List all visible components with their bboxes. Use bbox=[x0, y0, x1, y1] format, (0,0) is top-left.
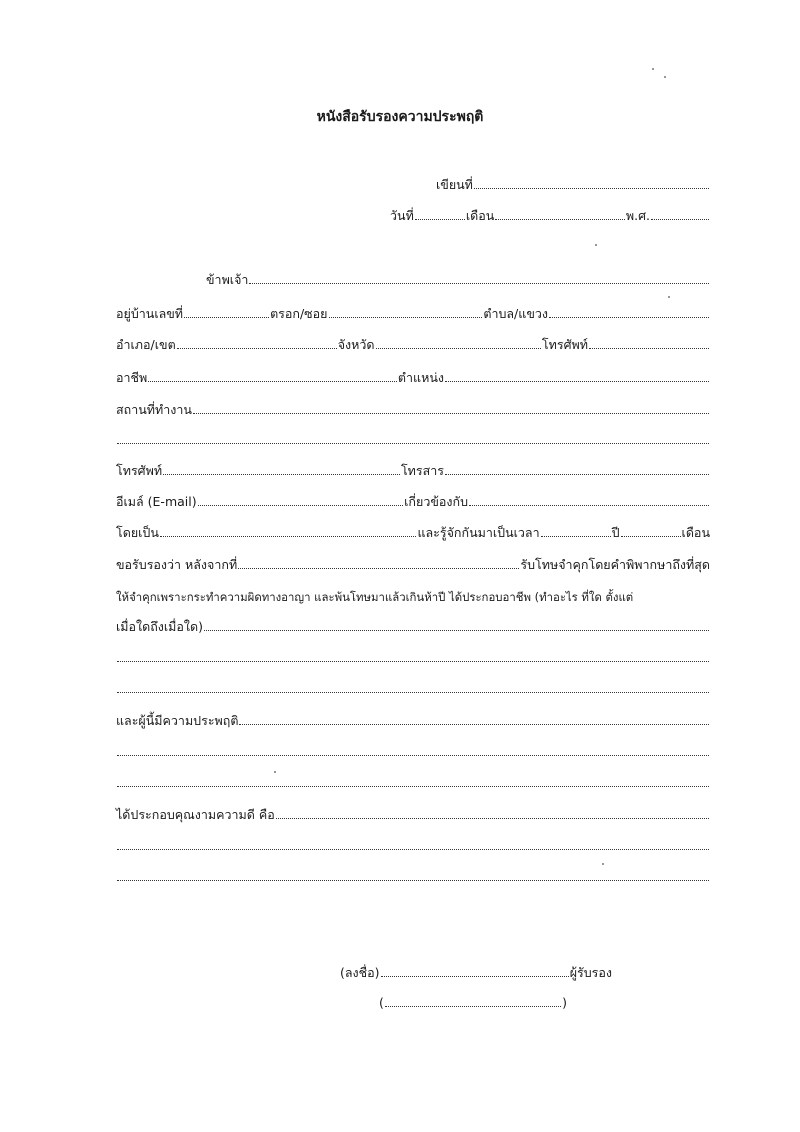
fax-blank[interactable] bbox=[445, 473, 709, 475]
province-blank[interactable] bbox=[376, 347, 541, 349]
certify-blank[interactable] bbox=[238, 567, 519, 569]
name-line bbox=[206, 268, 710, 288]
certify-text: ให้จำคุกเพราะกระทำความผิดทางอาญา และพ้นโทษมาแล้วเกินห้าปี ได้ประกอบอาชีพ (ทำอะไร ที่ใด ตั้งแต่ bbox=[116, 590, 634, 604]
years-blank[interactable] bbox=[541, 535, 611, 537]
address-line-1 bbox=[116, 302, 710, 322]
workplace-blank-2[interactable] bbox=[117, 442, 709, 444]
year-blank[interactable] bbox=[651, 218, 709, 220]
certify-line-2 bbox=[116, 585, 710, 605]
certify-text-end: เมื่อใดถึงเมื่อใด) bbox=[116, 619, 204, 634]
alley-blank[interactable] bbox=[329, 316, 483, 318]
workplace-blank[interactable] bbox=[193, 412, 709, 414]
career-line-2 bbox=[116, 646, 710, 666]
occupation-label: อาชีพ bbox=[116, 370, 148, 385]
phone-blank[interactable] bbox=[589, 347, 709, 349]
signature-blank[interactable] bbox=[381, 975, 569, 977]
month-blank[interactable] bbox=[495, 218, 625, 220]
certify-line-1 bbox=[116, 553, 710, 573]
workplace-label: สถานที่ทำงาน bbox=[116, 402, 192, 417]
good-deeds-label: ได้ประกอบคุณงามความดี คือ bbox=[116, 807, 275, 822]
phone-fax-line bbox=[116, 459, 710, 479]
address-line-2 bbox=[116, 333, 710, 353]
as-blank[interactable] bbox=[160, 535, 417, 537]
printed-name-blank[interactable] bbox=[385, 1005, 561, 1007]
position-blank[interactable] bbox=[445, 380, 709, 382]
relation-line bbox=[116, 521, 710, 541]
open-paren: ( bbox=[379, 995, 384, 1010]
months-label: เดือน bbox=[681, 525, 710, 540]
email-line bbox=[116, 490, 710, 510]
certify-line-3 bbox=[116, 615, 710, 635]
behavior-line-2 bbox=[116, 740, 710, 760]
email-label: อีเมล์ (E-mail) bbox=[116, 494, 197, 509]
month-label: เดือน bbox=[465, 208, 495, 223]
good-deeds-blank-2[interactable] bbox=[117, 848, 709, 850]
subdistrict-label: ตำบล/แขวง bbox=[483, 306, 548, 321]
scan-speck bbox=[652, 68, 654, 70]
months-blank[interactable] bbox=[621, 535, 681, 537]
written-at-line bbox=[436, 173, 710, 193]
district-blank[interactable] bbox=[177, 347, 337, 349]
scan-speck bbox=[274, 771, 276, 773]
good-deeds-line-2 bbox=[116, 834, 710, 854]
behavior-line bbox=[116, 709, 710, 729]
name-blank[interactable] bbox=[249, 282, 709, 284]
document-title: หนังสือรับรองความประพฤติ bbox=[316, 109, 484, 125]
workplace-line-2 bbox=[116, 428, 710, 448]
scan-speck bbox=[602, 863, 604, 865]
alley-label: ตรอก/ซอย bbox=[270, 306, 328, 321]
scan-speck bbox=[668, 296, 670, 298]
years-label: ปี bbox=[611, 525, 620, 540]
related-label: เกี่ยวข้องกับ bbox=[404, 494, 468, 509]
certify-intro: ขอรับรองว่า หลังจากที่ bbox=[116, 557, 238, 572]
province-label: จังหวัด bbox=[337, 337, 375, 352]
year-label: พ.ศ. bbox=[625, 208, 650, 223]
behavior-label: และผู้นี้มีความประพฤติ bbox=[116, 713, 239, 728]
workplace-line bbox=[116, 398, 710, 418]
district-label: อำเภอ/เขต bbox=[116, 337, 176, 352]
behavior-line-3 bbox=[116, 771, 710, 791]
date-blank[interactable] bbox=[415, 218, 465, 220]
position-label: ตำแหน่ง bbox=[397, 370, 444, 385]
written-at-blank[interactable] bbox=[474, 187, 709, 189]
sign-label: (ลงชื่อ) bbox=[340, 965, 380, 980]
date-line bbox=[390, 204, 710, 224]
occupation-line bbox=[116, 366, 710, 386]
career-line-3 bbox=[116, 677, 710, 697]
house-no-blank[interactable] bbox=[184, 316, 269, 318]
as-label: โดยเป็น bbox=[116, 525, 159, 540]
scan-speck bbox=[664, 76, 666, 78]
career-blank[interactable] bbox=[204, 629, 709, 631]
good-deeds-blank-3[interactable] bbox=[117, 879, 709, 881]
behavior-blank[interactable] bbox=[239, 723, 709, 725]
occupation-blank[interactable] bbox=[148, 380, 397, 382]
career-blank-2[interactable] bbox=[117, 660, 709, 662]
good-deeds-line-3 bbox=[116, 865, 710, 885]
fax-label: โทรสาร bbox=[400, 463, 444, 478]
phone2-label: โทรศัพท์ bbox=[116, 463, 163, 478]
certify-sentence-end: รับโทษจำคุกโดยคำพิพากษาถึงที่สุด bbox=[520, 557, 710, 572]
good-deeds-line bbox=[116, 803, 710, 823]
known-for-label: และรู้จักกันมาเป็นเวลา bbox=[417, 525, 540, 540]
email-blank[interactable] bbox=[198, 504, 404, 506]
behavior-blank-3[interactable] bbox=[117, 785, 709, 787]
house-no-label: อยู่บ้านเลขที่ bbox=[116, 306, 184, 321]
phone-label: โทรศัพท์ bbox=[541, 337, 588, 352]
signature-line bbox=[340, 961, 612, 981]
written-at-label: เขียนที่ bbox=[436, 177, 473, 192]
good-deeds-blank[interactable] bbox=[276, 817, 709, 819]
phone2-blank[interactable] bbox=[163, 473, 400, 475]
printed-name-line bbox=[379, 991, 567, 1011]
scan-speck bbox=[595, 244, 597, 246]
name-label: ข้าพเจ้า bbox=[206, 272, 249, 287]
date-label: วันที่ bbox=[390, 208, 414, 223]
subdistrict-blank[interactable] bbox=[549, 316, 709, 318]
related-blank[interactable] bbox=[469, 504, 709, 506]
certifier-label: ผู้รับรอง bbox=[569, 965, 612, 980]
behavior-blank-2[interactable] bbox=[117, 754, 709, 756]
close-paren: ) bbox=[562, 995, 567, 1010]
career-blank-3[interactable] bbox=[117, 691, 709, 693]
